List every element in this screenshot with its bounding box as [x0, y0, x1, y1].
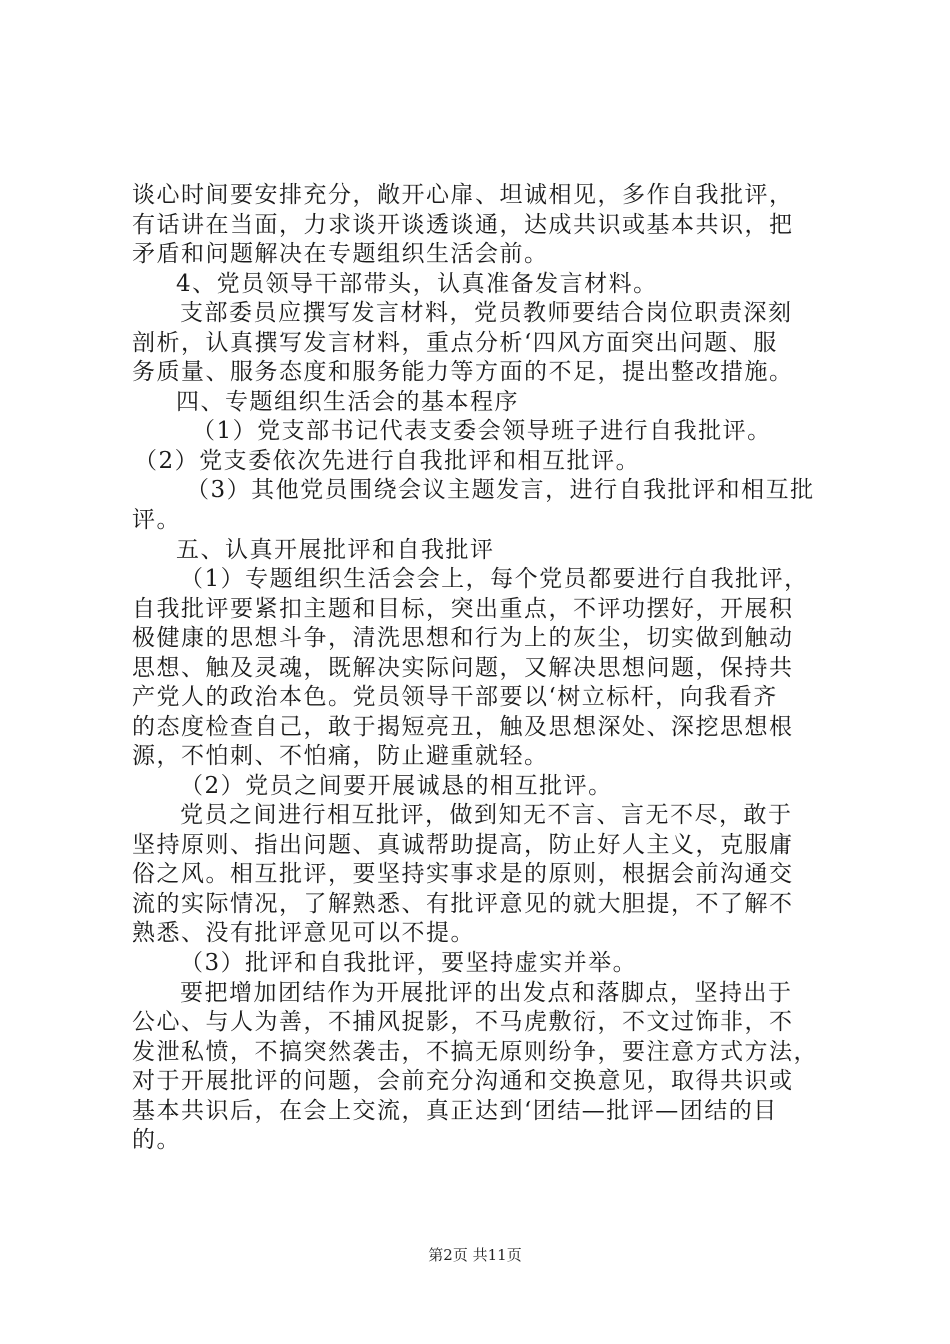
- text-line: （1）党支部书记代表支委会领导班子进行自我批评。: [192, 418, 772, 444]
- text-line: 流的实际情况，了解熟悉、有批评意见的就大胆提，不了解不: [132, 891, 794, 917]
- text-line: 产党人的政治本色。党员领导干部要以‘树立标杆，向我看齐: [132, 684, 778, 710]
- text-line: 务质量、服务态度和服务能力等方面的不足，提出整改措施。: [132, 359, 794, 385]
- text-line: 基本共识后，在会上交流，真正达到‘团结—批评—团结的目: [132, 1098, 778, 1124]
- subsection-heading: （3）批评和自我批评，要坚持虚实并举。: [180, 950, 638, 976]
- text-line: 公心、与人为善，不捕风捉影，不马虎敷衍，不文过饰非，不: [132, 1009, 794, 1035]
- text-line: 的。: [132, 1127, 181, 1153]
- page-number-footer: 第2页 共11页: [428, 1246, 522, 1264]
- text-line: （1）专题组织生活会会上，每个党员都要进行自我批评，: [180, 566, 809, 592]
- text-line: 自我批评要紧扣主题和目标，突出重点，不评功摆好，开展积: [132, 596, 794, 622]
- text-line: 矛盾和问题解决在专题组织生活会前。: [132, 241, 549, 267]
- text-line: 剖析，认真撰写发言材料，重点分析‘四风方面突出问题、服: [132, 330, 778, 356]
- section-item-heading: 4、党员领导干部带头，认真准备发言材料。: [176, 271, 658, 297]
- text-line: 党员之间进行相互批评，做到知无不言、言无不尽，敢于: [180, 802, 793, 828]
- text-line: 熟悉、没有批评意见可以不提。: [132, 920, 475, 946]
- text-line: 俗之风。相互批评，要坚持实事求是的原则，根据会前沟通交: [132, 861, 794, 887]
- text-line: 有话讲在当面，力求谈开谈透谈通，达成共识或基本共识，把: [132, 212, 794, 238]
- text-line: 源，不怕刺、不怕痛，防止避重就轻。: [132, 743, 549, 769]
- text-line: 要把增加团结作为开展批评的出发点和落脚点，坚持出于: [180, 980, 793, 1006]
- text-line: 支部委员应撰写发言材料，党员教师要结合岗位职责深刻: [180, 300, 793, 326]
- text-line: 评。: [132, 507, 181, 533]
- text-line: 极健康的思想斗争，清洗思想和行为上的灰尘，切实做到触动: [132, 625, 794, 651]
- text-line: （2）党支委依次先进行自我批评和相互批评。: [134, 448, 641, 474]
- text-line: 的态度检查自己，敢于揭短亮丑，触及思想深处、深挖思想根: [132, 714, 794, 740]
- text-line: 坚持原则、指出问题、真诚帮助提高，防止好人主义，克服庸: [132, 832, 794, 858]
- text-line: （3）其他党员围绕会议主题发言，进行自我批评和相互批: [186, 477, 815, 503]
- section-heading: 五、认真开展批评和自我批评: [176, 537, 495, 563]
- subsection-heading: （2）党员之间要开展诚恳的相互批评。: [180, 773, 613, 799]
- text-line: 谈心时间要安排充分，敞开心扉、坦诚相见，多作自我批评，: [132, 182, 794, 208]
- text-line: 发泄私愤，不搞突然袭击，不搞无原则纷争，要注意方式方法，: [132, 1039, 818, 1065]
- text-line: 对于开展批评的问题，会前充分沟通和交换意见，取得共识或: [132, 1068, 794, 1094]
- text-line: 思想、触及灵魂，既解决实际问题，又解决思想问题，保持共: [132, 655, 794, 681]
- section-heading: 四、专题组织生活会的基本程序: [176, 389, 519, 415]
